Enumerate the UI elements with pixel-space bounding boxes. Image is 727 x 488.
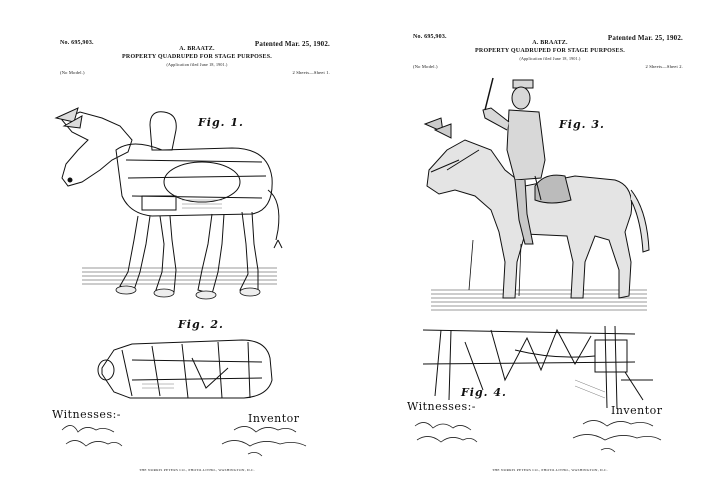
donkey-legs: [120, 190, 282, 294]
inventor-name: A. BRAATZ.: [179, 46, 215, 52]
body-frame: [116, 144, 272, 216]
application-note: (Application filed June 18, 1901.): [166, 62, 228, 67]
sheet-count: 2 Sheets—Sheet 1.: [292, 70, 330, 75]
leg-mechanism: [423, 326, 653, 408]
inventor-signature: [573, 420, 661, 452]
witnesses-label: Witnesses:-: [407, 400, 477, 413]
patent-sheet-2: [395, 0, 705, 488]
patent-number: No. 695,903.: [413, 34, 447, 40]
figure-label: Fig. 4.: [461, 386, 507, 399]
witness-signatures: [62, 425, 122, 446]
sword: [485, 78, 493, 110]
inventor-label: Inventor: [248, 412, 300, 425]
patented-date: Patented Mar. 25, 1902.: [254, 40, 330, 48]
figure-label: Fig. 1.: [198, 116, 244, 129]
inventor-label: Inventor: [611, 404, 663, 417]
ground-hatching: [431, 290, 647, 310]
sheet-count: 2 Sheets—Sheet 2.: [645, 64, 683, 69]
patent-sheet-1: [42, 0, 352, 488]
printer-imprint: THE NORRIS PETERS CO., PHOTO-LITHO., WASHINGTON, D.C.: [492, 468, 608, 472]
figure-label: Fig. 2.: [178, 318, 224, 331]
actor-hump: [150, 112, 176, 150]
inventor-name: A. BRAATZ.: [532, 40, 568, 46]
patent-title: PROPERTY QUADRUPED FOR STAGE PURPOSES.: [122, 54, 272, 60]
witness-signatures: [415, 422, 477, 442]
printer-imprint: THE NORRIS PETERS CO., PHOTO-LITHO., WASHINGTON, D.C.: [139, 468, 255, 472]
inventor-signature: [222, 426, 306, 456]
model-note: (No Model.): [60, 70, 85, 75]
model-note: (No Model.): [413, 64, 438, 69]
application-note: (Application filed June 18, 1901.): [519, 56, 581, 61]
patented-date: Patented Mar. 25, 1902.: [607, 34, 683, 42]
plan-view-frame: [98, 340, 272, 398]
hooves: [116, 286, 260, 299]
patent-number: No. 695,903.: [60, 40, 94, 46]
witnesses-label: Witnesses:-: [52, 408, 122, 421]
figure-label: Fig. 3.: [559, 118, 605, 131]
patent-title: PROPERTY QUADRUPED FOR STAGE PURPOSES.: [475, 48, 625, 54]
